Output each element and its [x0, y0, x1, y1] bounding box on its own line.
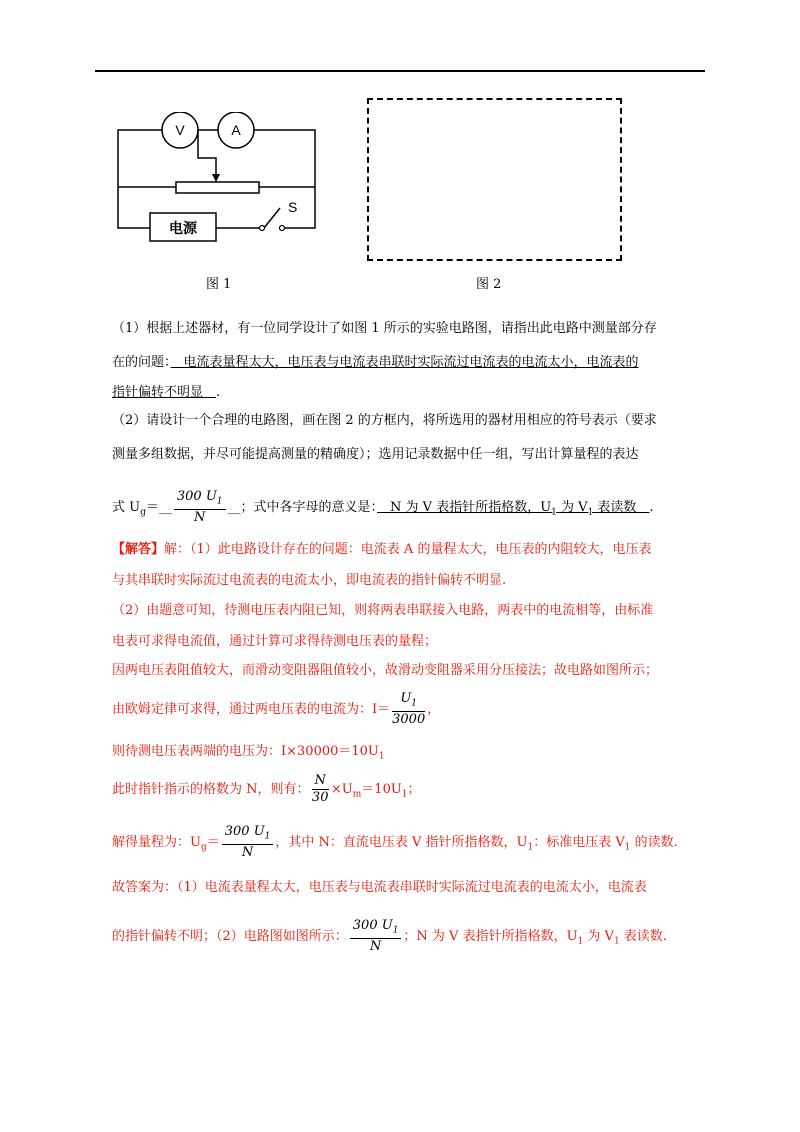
solution-line-6: 由欧姆定律可求得，通过两电压表的电流为：I＝ $\frac{U_1}{3000}$ ， [112, 690, 441, 728]
q2-fraction: $\frac{300 U_1}{N}$ [174, 489, 226, 527]
q1-answer-b: 指针偏转不明显 [112, 385, 217, 400]
ammeter-label: A [231, 122, 241, 138]
switch-contact-left [260, 226, 265, 231]
figure-2-caption: 图 2 [476, 277, 502, 292]
q2-formula-line: 式 $U_g=\_\_$ $\frac{300 U_1}{N}$ __；式中各字母的意义是： N 为 V 表指针所指格数，$U_1$ 为 $V_1$ 表读数 . [112, 488, 654, 526]
solution-line-11: 的指针偏转不明；（2）电路图如图所示： $\frac{300 U_1}{N}$ ；N 为 V 表指针所指格数，$U_1$ 为 $V_1$ 表读数. [112, 917, 667, 955]
q2-line-2: 测量多组数据，并尽可能提高测量的精确度）；选用记录数据中任一组，写出计算量程的表达 [112, 447, 639, 462]
figure-2-box [367, 98, 622, 261]
header-rule [95, 70, 705, 72]
q2-line-1: （2）请设计一个合理的电路图，画在图 2 的方框内，将所选用的器材用相应的符号表示（要求 [112, 413, 657, 428]
solution-line-9: 解得量程为：$U_g=$ $\frac{300 U_1}{N}$ ，其中 N：直流电压表 V 指针所指格数，$U_1$：标准电压表 $V_1$ 的读数. [112, 823, 678, 861]
division-fraction: $\frac{N}{30}$ [311, 773, 329, 805]
circuit-diagram [110, 112, 330, 252]
range-fraction: $\frac{300 U_1}{N}$ [222, 824, 274, 862]
solution-line-2: 与其串联时实际流过电流表的电流太小，即电流表的指针偏转不明显. [112, 573, 507, 588]
switch-label: S [288, 199, 298, 215]
solution-line-1: 【解答】解：（1）此电路设计存在的问题：电流表 A 的量程太大，电压表的内阻较大，电压表 [112, 542, 652, 557]
q1-line-1: （1）根据上述器材，有一位同学设计了如图 1 所示的实验电路图，请指出此电路中测量部分存 [112, 321, 657, 336]
figure-1-caption: 图 1 [206, 277, 232, 292]
solution-line-3: （2）由题意可知，待测电压表内阻已知，则将两表串联接入电路，两表中的电流相等，由标准 [112, 603, 654, 618]
solution-line-10: 故答案为：（1）电流表量程太大，电压表与电流表串联时实际流过电流表的电流太小，电流表 [112, 880, 647, 895]
wire-top-right [254, 130, 315, 187]
wire-top-left [118, 130, 162, 187]
current-fraction: $\frac{U_1}{3000}$ [392, 690, 426, 728]
wire-slider-contact [198, 130, 216, 176]
solution-line-5: 因两电压表阻值较大，而滑动变阻器阻值较小，故滑动变阻器采用分压接法；故电路如图所示； [112, 663, 659, 678]
solution-tag: 【解答】 [112, 542, 165, 557]
answer-fraction: $\frac{300 U_1}{N}$ [350, 918, 402, 956]
switch-contact-right [280, 226, 285, 231]
solution-line-8: 此时指针指示的格数为 N，则有： $\frac{N}{30}$ $\times U_m=10U_1$； [112, 773, 421, 805]
power-source-label: 电源 [169, 221, 197, 237]
rheostat-symbol [176, 182, 259, 193]
switch-blade [264, 208, 280, 228]
solution-line-4: 电表可求得电流值，通过计算可求得待测电压表的量程； [112, 634, 438, 649]
q1-line-3: 指针偏转不明显 . [112, 385, 221, 400]
solution-line-7: 则待测电压表两端的电压为：$I\times 30000=10U_1$ [112, 744, 385, 762]
q1-answer-a: 电流表量程太大，电压表与电流表串联时实际流过电流表的电流太小，电流表的 [170, 355, 639, 370]
figure-1-circuit [110, 112, 330, 252]
q2-meaning: N 为 V 表指针所指格数，$U_1$ 为 $V_1$ 表读数 [377, 500, 650, 518]
voltmeter-label: V [175, 122, 185, 138]
wire-bottom-left [118, 187, 150, 228]
q1-line-2: 在的问题： 电流表量程太大，电压表与电流表串联时实际流过电流表的电流太小，电流表的 [112, 355, 639, 370]
slider-arrow-icon [212, 174, 220, 182]
